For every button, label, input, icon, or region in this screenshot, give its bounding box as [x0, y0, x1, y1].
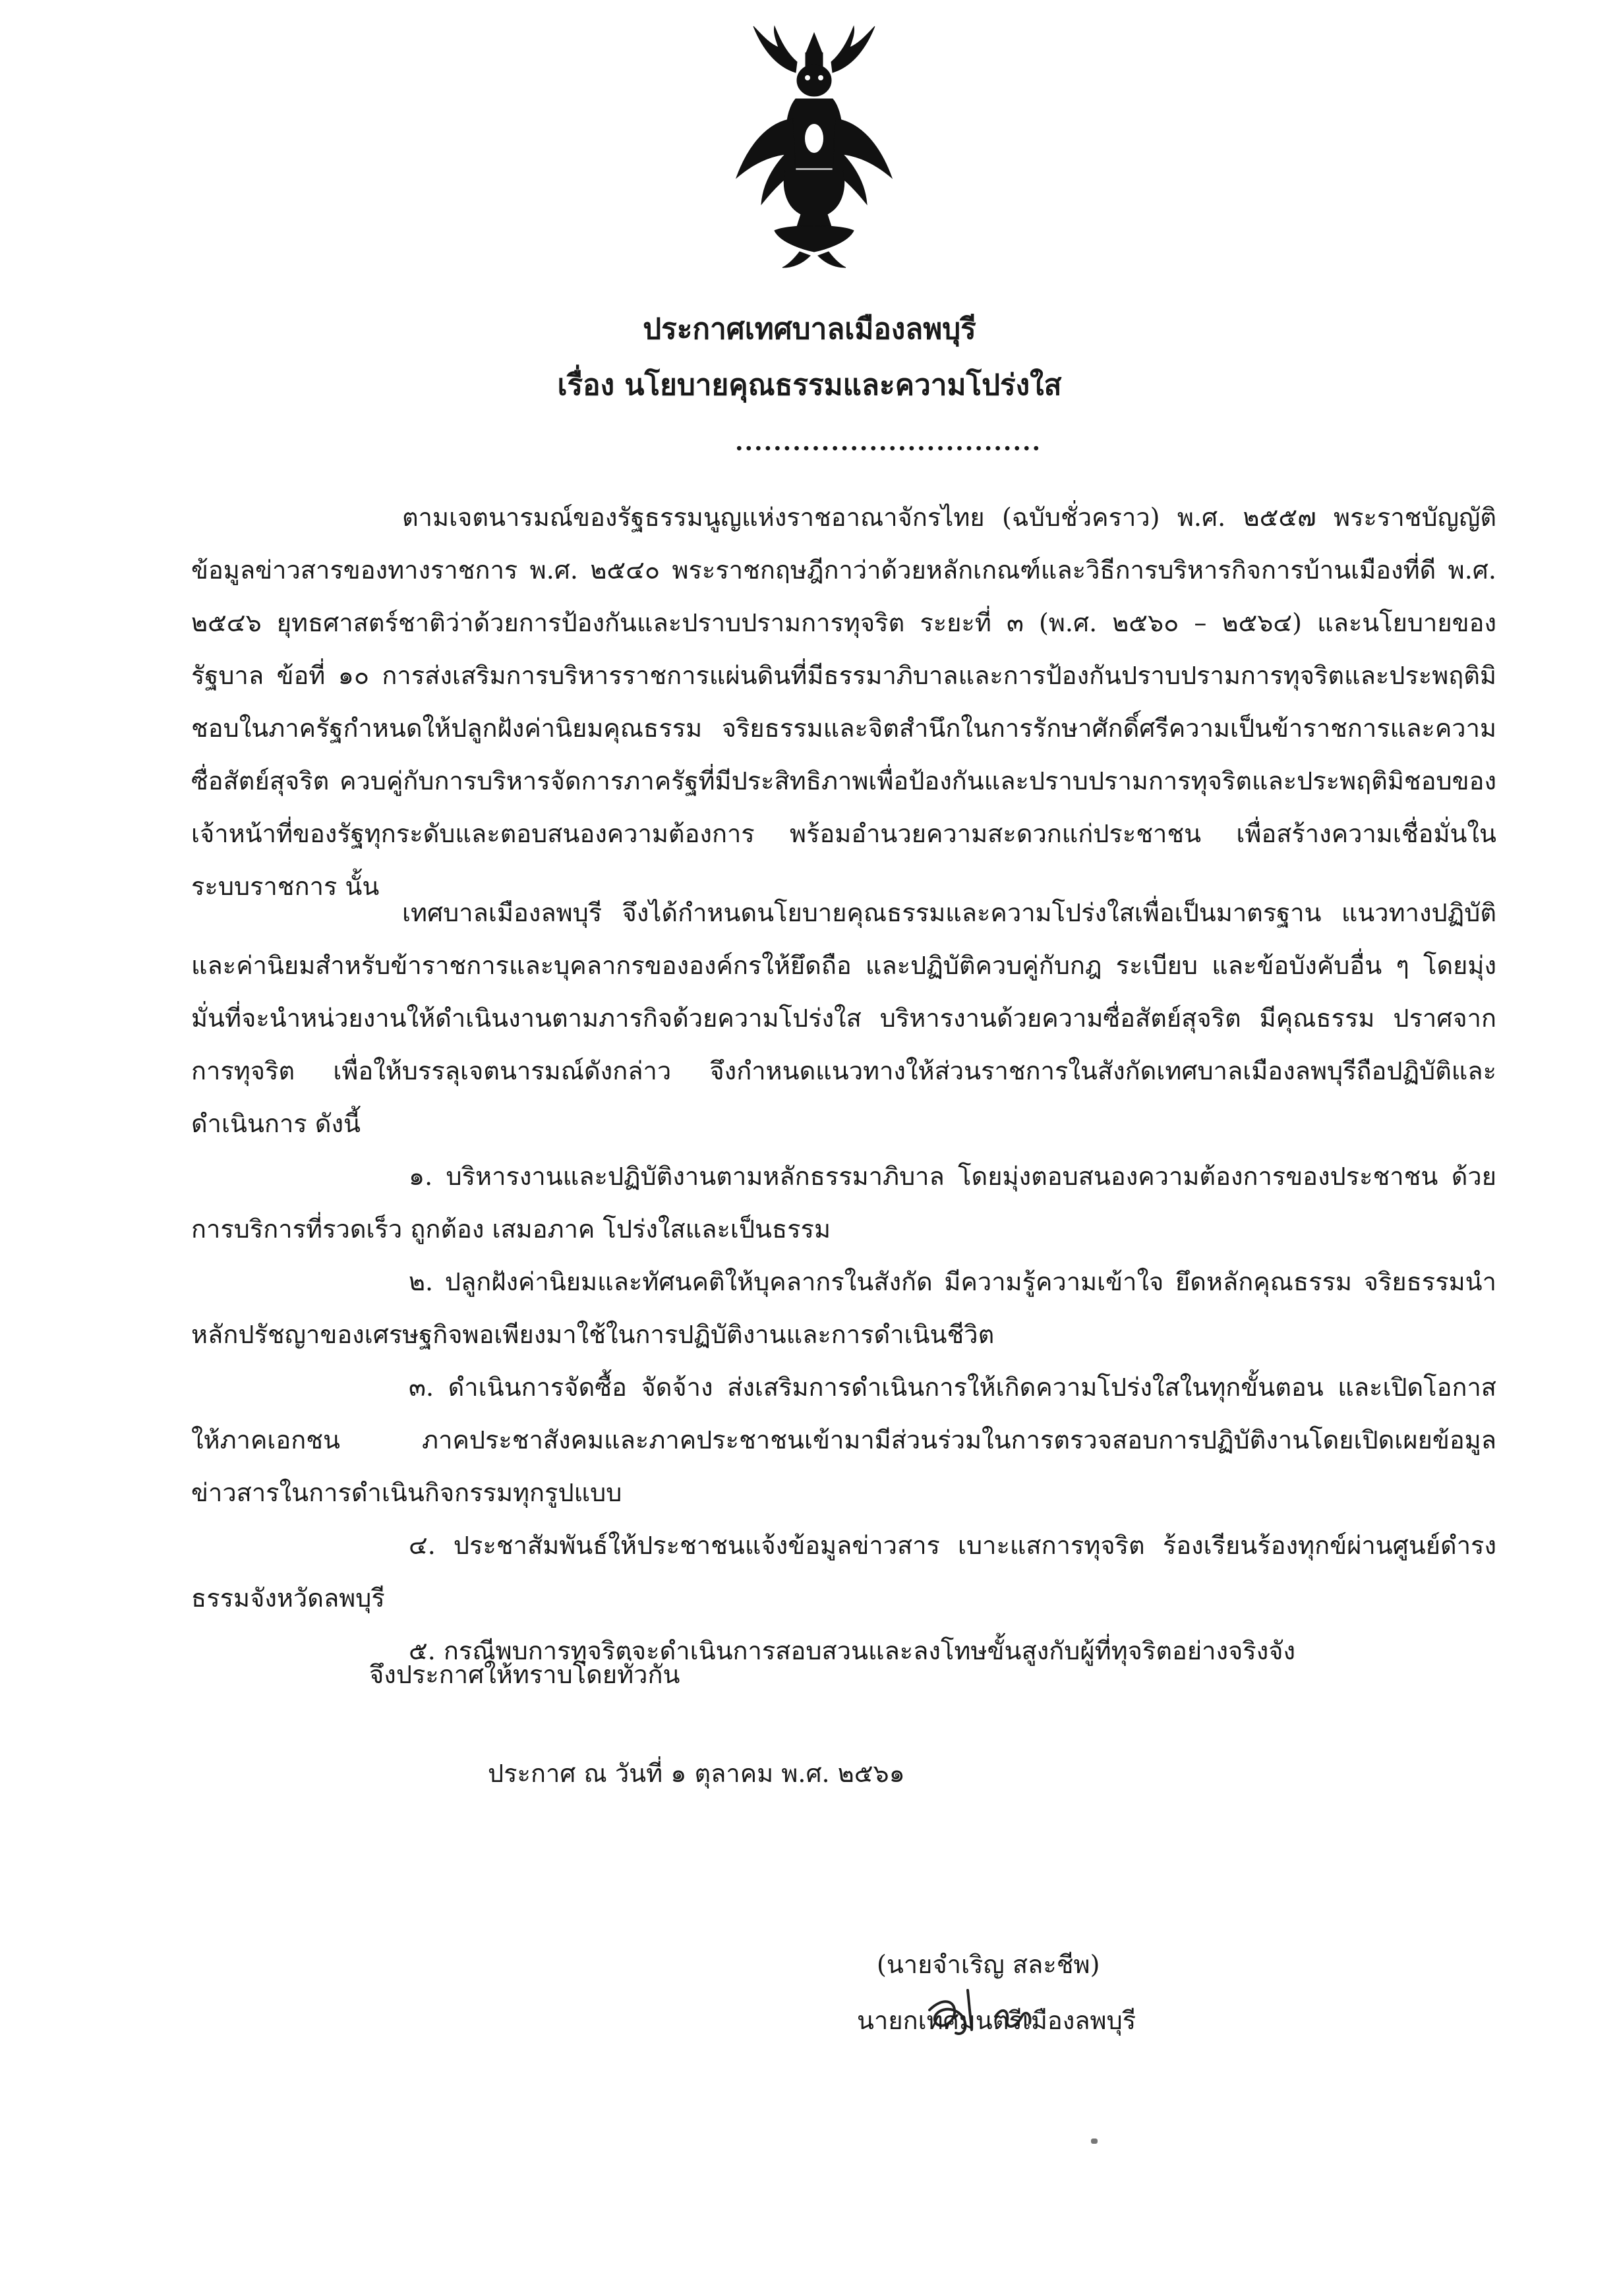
org-title: ประกาศเทศบาลเมืองลพบุรี	[643, 312, 976, 346]
policy-item-3: ๓. ดำเนินการจัดซื้อ จัดจ้าง ส่งเสริมการดำเนินการให้เกิดความโปร่งใสในทุกขั้นตอน และเปิดโอกาสให้ภาคเอกชน ภาคประชาสังคมและภาคประชาชนเข้ามามีส่วนร่วมในการตรวจสอบการปฏิบัติงานโดยเปิดเผยข้อมูลข่าวสารในการดำเนินกิจกรรมทุกรูปแบบ	[191, 1373, 1496, 1507]
paragraph-intro: ตามเจตนารมณ์ของรัฐธรรมนูญแห่งราชอาณาจักรไทย (ฉบับชั่วคราว) พ.ศ. ๒๕๕๗ พระราชบัญญัติข้อมูลข่าวสารของทางราชการ พ.ศ. ๒๕๔๐ พระราชกฤษฎีกาว่าด้วยหลักเกณฑ์และวิธีการบริหารกิจการบ้านเมืองที่ดี พ.ศ. ๒๕๔๖ ยุทธศาสตร์ชาติว่าด้วยการป้องกันและปราบปรามการทุจริต ระยะที่ ๓ (พ.ศ. ๒๕๖๐ – ๒๕๖๔) และนโยบายของรัฐบาล ข้อที่ ๑๐ การส่งเสริมการบริหารราชการแผ่นดินที่มีธรรมาภิบาลและการป้องกันปราบปรามการทุจริตและประพฤติมิชอบในภาครัฐกำหนดให้ปลูกฝังค่านิยมคุณธรรม จริยธรรมและจิตสำนึกในการรักษาศักดิ์ศรีความเป็นข้าราชการและความซื่อสัตย์สุจริต ควบคู่กับการบริหารจัดการภาครัฐที่มีประสิทธิภาพเพื่อป้องกันและปราบปรามการทุจริตและประพฤติมิชอบของเจ้าหน้าที่ของรัฐทุกระดับและตอบสนองความต้องการ พร้อมอำนวยความสะดวกแก่ประชาชน เพื่อสร้างความเชื่อมั่นในระบบราชการ นั้น	[191, 503, 1496, 901]
signatory-position: นายกเทศมนตรีเมืองลพบุรี	[857, 2006, 1136, 2035]
policy-item-2: ๒. ปลูกฝังค่านิยมและทัศนคติให้บุคลากรในสังกัด มีความรู้ความเข้าใจ ยึดหลักคุณธรรม จริยธรรมนำหลักปรัชญาของเศรษฐกิจพอเพียงมาใช้ในการปฏิบัติงานและการดำเนินชีวิต	[191, 1267, 1496, 1349]
signatory-name: (นายจำเริญ สละชีพ)	[877, 1950, 1100, 1979]
paragraph-policy: เทศบาลเมืองลพบุรี จึงได้กำหนดนโยบายคุณธรรมและความโปร่งใสเพื่อเป็นมาตรฐาน แนวทางปฏิบัติและค่านิยมสำหรับข้าราชการและบุคลากรขององค์กรให้ยึดถือ และปฏิบัติควบคู่กับกฎ ระเบียบ และข้อบังคับอื่น ๆ โดยมุ่งมั่นที่จะนำหน่วยงานให้ดำเนินงานตามภารกิจด้วยความโปร่งใส บริหารงานด้วยความซื่อสัตย์สุจริต มีคุณธรรม ปราศจากการทุจริต เพื่อให้บรรลุเจตนารมณ์ดังกล่าว จึงกำหนดแนวทางให้ส่วนราชการในสังกัดเทศบาลเมืองลพบุรีถือปฏิบัติและดำเนินการ ดังนี้	[191, 898, 1496, 1138]
body-section	[191, 491, 1496, 913]
title-separator: ................................	[735, 428, 1042, 456]
scan-speck	[1091, 2138, 1098, 2144]
policy-item-1: ๑. บริหารงานและปฏิบัติงานตามหลักธรรมาภิบาล โดยมุ่งตอบสนองความต้องการของประชาชน ด้วยการบริการที่รวดเร็ว ถูกต้อง เสมอภาค โปร่งใสและเป็นธรรม	[191, 1162, 1496, 1244]
policy-section	[191, 886, 1496, 1677]
garuda-emblem-icon	[722, 7, 906, 270]
subject-title: เรื่อง นโยบายคุณธรรมและความโปร่งใส	[557, 368, 1062, 402]
date-line: ประกาศ ณ วันที่ ๑ ตุลาคม พ.ศ. ๒๕๖๑	[488, 1759, 905, 1788]
policy-item-5: ๕. กรณีพบการทุจริตจะดำเนินการสอบสวนและลงโทษขั้นสูงกับผู้ที่ทุจริตอย่างจริงจัง	[409, 1636, 1296, 1665]
policy-item-4: ๔. ประชาสัมพันธ์ให้ประชาชนแจ้งข้อมูลข่าวสาร เบาะแสการทุจริต ร้องเรียนร้องทุกข์ผ่านศูนย์ดำรงธรรมจังหวัดลพบุรี	[191, 1531, 1496, 1613]
announcement-line: จึงประกาศให้ทราบโดยทั่วกัน	[369, 1660, 680, 1689]
